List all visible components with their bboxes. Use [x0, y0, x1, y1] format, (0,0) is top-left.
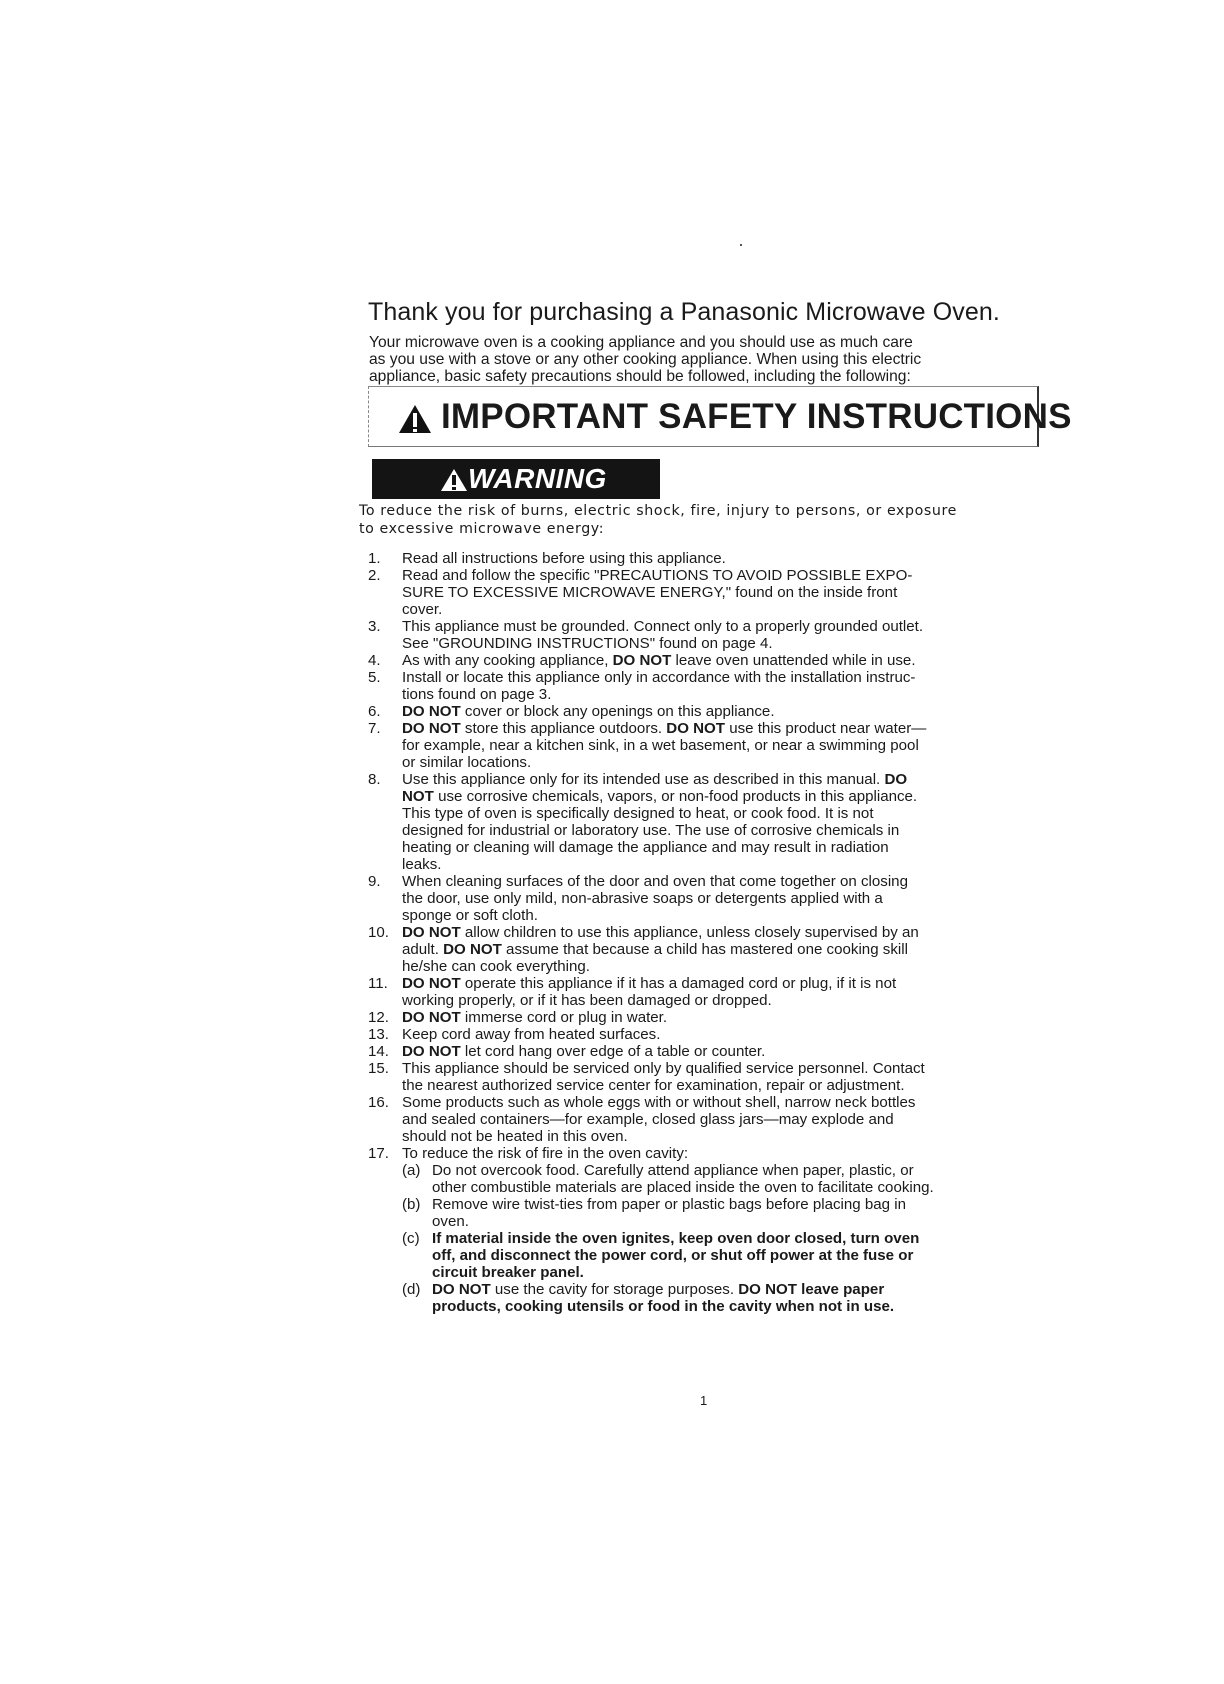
item-number: 3. — [368, 618, 381, 635]
list-item — [368, 1026, 1048, 1043]
item-text: See "GROUNDING INSTRUCTIONS" found on page 4. — [402, 635, 773, 652]
item-text: off, and disconnect the power cord, or shut off power at the fuse or — [432, 1247, 914, 1264]
risk-statement — [359, 502, 1049, 538]
list-item — [368, 873, 1048, 924]
sub-item — [402, 1196, 1048, 1230]
sub-item — [402, 1162, 1048, 1196]
item-text: adult. — [402, 941, 439, 958]
list-item — [368, 720, 1048, 771]
do-not-emphasis: DO NOT — [432, 1281, 491, 1298]
list-item — [368, 975, 1048, 1009]
item-number: 6. — [368, 703, 381, 720]
thank-you-heading: Thank you for purchasing a Panasonic Microwave Oven. — [368, 298, 1000, 326]
item-text: cover or block any openings on this appliance. — [464, 703, 775, 720]
safety-title: IMPORTANT SAFETY INSTRUCTIONS — [441, 397, 1072, 436]
sub-item — [402, 1281, 1048, 1315]
item-text: designed for industrial or laboratory use. The use of corrosive chemicals in — [402, 822, 900, 839]
item-text: Install or locate this appliance only in accordance with the installation instruc- — [402, 669, 916, 686]
item-text-line — [402, 788, 1048, 805]
list-item — [368, 771, 1048, 873]
sub-item-letter: (a) — [402, 1162, 421, 1179]
item-text: Do not overcook food. Carefully attend appliance when paper, plastic, or — [432, 1162, 914, 1179]
item-text-line — [402, 703, 1048, 720]
item-number: 14. — [368, 1043, 389, 1060]
item-number: 11. — [368, 975, 388, 992]
item-number: 16. — [368, 1094, 389, 1111]
exclamation-dot — [413, 429, 417, 432]
exclamation-mark — [413, 413, 417, 427]
list-item — [368, 1094, 1048, 1145]
list-item — [368, 924, 1048, 975]
sub-item-letter: (c) — [402, 1230, 420, 1247]
item-text: he/she can cook everything. — [402, 958, 590, 975]
item-text: let cord hang over edge of a table or counter. — [464, 1043, 766, 1060]
do-not-emphasis: DO NOT — [443, 941, 502, 958]
exclamation-dot — [452, 487, 456, 490]
item-text: Read and follow the specific "PRECAUTIONS TO AVOID POSSIBLE EXPO- — [402, 567, 913, 584]
item-text: assume that because a child has mastered one cooking skill — [506, 941, 908, 958]
intro-line: appliance, basic safety precautions should be followed, including the following: — [369, 368, 911, 385]
item-text: As with any cooking appliance, — [402, 652, 609, 669]
sub-item — [402, 1230, 1048, 1281]
item-number: 17. — [368, 1145, 389, 1162]
do-not-emphasis: DO — [884, 771, 908, 788]
item-text: tions found on page 3. — [402, 686, 552, 703]
list-item — [368, 1060, 1048, 1094]
do-not-emphasis: DO NOT — [402, 1043, 461, 1060]
item-text: SURE TO EXCESSIVE MICROWAVE ENERGY," found on the inside front — [402, 584, 898, 601]
item-text: cover. — [402, 601, 443, 618]
do-not-emphasis: DO NOT — [402, 720, 461, 737]
item-text-line — [402, 941, 1048, 958]
do-not-emphasis: NOT — [402, 788, 434, 805]
item-text: This type of oven is specifically designed to heat, or cook food. It is not — [402, 805, 874, 822]
item-text-line — [432, 1281, 1048, 1298]
important-safety-banner — [368, 386, 1072, 447]
sub-item-letter: (d) — [402, 1281, 421, 1298]
list-item — [368, 1043, 1048, 1060]
item-text: operate this appliance if it has a damaged cord or plug, if it is not — [464, 975, 897, 992]
item-text: This appliance must be grounded. Connect only to a properly grounded outlet. — [402, 618, 924, 635]
do-not-emphasis: DO NOT — [402, 975, 461, 992]
item-text-line — [402, 1043, 1048, 1060]
list-item — [368, 669, 1048, 703]
item-text: store this appliance outdoors. — [464, 720, 663, 737]
do-not-emphasis: DO NOT — [402, 703, 461, 720]
warning-bar — [372, 459, 660, 499]
item-text: the door, use only mild, non-abrasive soaps or detergents applied with a — [402, 890, 883, 907]
list-item — [368, 618, 1048, 652]
item-text: use corrosive chemicals, vapors, or non-food products in this appliance. — [438, 788, 918, 805]
item-text: and sealed containers—for example, closed glass jars—may explode and — [402, 1111, 894, 1128]
item-text-line — [402, 1009, 1048, 1026]
item-text: heating or cleaning will damage the appliance and may result in radiation — [402, 839, 889, 856]
list-item — [368, 567, 1048, 618]
item-text-line — [402, 924, 1048, 941]
item-text: products, cooking utensils or food in the cavity when not in use. — [432, 1298, 895, 1315]
do-not-emphasis: DO NOT leave paper — [738, 1281, 885, 1298]
item-text: immerse cord or plug in water. — [464, 1009, 668, 1026]
item-text-line — [402, 771, 1048, 788]
do-not-emphasis: DO NOT — [612, 652, 672, 669]
list-item — [368, 652, 1048, 669]
item-number: 2. — [368, 567, 381, 584]
item-number: 10. — [368, 924, 389, 941]
exclamation-mark — [452, 475, 456, 485]
item-text: allow children to use this appliance, unless closely supervised by an — [464, 924, 919, 941]
item-text: This appliance should be serviced only by qualified service personnel. Contact — [402, 1060, 925, 1077]
list-item — [368, 1009, 1048, 1026]
item-text: Use this appliance only for its intended use as described in this manual. — [402, 771, 881, 788]
risk-line: To reduce the risk of burns, electric shock, fire, injury to persons, or exposure — [359, 503, 957, 519]
risk-line: to excessive microwave energy: — [359, 521, 605, 537]
item-text: leaks. — [402, 856, 442, 873]
item-number: 12. — [368, 1009, 389, 1026]
item-text-line — [402, 975, 1048, 992]
item-text: leave oven unattended while in use. — [675, 652, 916, 669]
item-text: oven. — [432, 1213, 469, 1230]
list-item — [368, 1145, 1048, 1315]
list-item — [368, 550, 1048, 567]
item-text: Remove wire twist-ties from paper or plastic bags before placing bag in — [432, 1196, 906, 1213]
item-number: 8. — [368, 771, 381, 788]
do-not-emphasis: DO NOT — [666, 720, 725, 737]
do-not-emphasis: DO NOT — [402, 1009, 461, 1026]
item-text: or similar locations. — [402, 754, 532, 771]
item-number: 1. — [368, 550, 381, 567]
item-number: 15. — [368, 1060, 389, 1077]
item-text: If material inside the oven ignites, keep oven door closed, turn oven — [432, 1230, 920, 1247]
item-text: use this product near water— — [729, 720, 927, 737]
item-number: 13. — [368, 1026, 389, 1043]
list-item — [368, 703, 1048, 720]
item-number: 7. — [368, 720, 381, 737]
sub-item-letter: (b) — [402, 1196, 421, 1213]
item-text: When cleaning surfaces of the door and oven that come together on closing — [402, 873, 908, 890]
item-text: for example, near a kitchen sink, in a wet basement, or near a swimming pool — [402, 737, 919, 754]
item-text: Read all instructions before using this appliance. — [402, 550, 726, 567]
item-text: Some products such as whole eggs with or without shell, narrow neck bottles — [402, 1094, 916, 1111]
item-number: 5. — [368, 669, 381, 686]
item-text: other combustible materials are placed inside the oven to facilitate cooking. — [432, 1179, 934, 1196]
item-text: To reduce the risk of fire in the oven cavity: — [402, 1145, 689, 1162]
item-text: should not be heated in this oven. — [402, 1128, 628, 1145]
page-number: 1 — [700, 1393, 708, 1408]
intro-line: as you use with a stove or any other cooking appliance. When using this electric — [369, 351, 922, 368]
intro-paragraph — [369, 334, 1041, 385]
item-text: the nearest authorized service center for examination, repair or adjustment. — [402, 1077, 905, 1094]
item-text: use the cavity for storage purposes. — [494, 1281, 735, 1298]
item-text: working properly, or if it has been damaged or dropped. — [402, 992, 772, 1009]
item-text-line — [402, 720, 1048, 737]
scan-speck — [740, 244, 742, 246]
do-not-emphasis: DO NOT — [402, 924, 461, 941]
item-text-line — [402, 652, 1048, 669]
item-number: 4. — [368, 652, 381, 669]
intro-line: Your microwave oven is a cooking appliance and you should use as much care — [369, 334, 913, 351]
item-text: Keep cord away from heated surfaces. — [402, 1026, 661, 1043]
warning-label: WARNING — [468, 463, 607, 494]
safety-instruction-list — [368, 550, 1048, 1315]
item-text: sponge or soft cloth. — [402, 907, 538, 924]
item-text: circuit breaker panel. — [432, 1264, 584, 1281]
item-number: 9. — [368, 873, 381, 890]
